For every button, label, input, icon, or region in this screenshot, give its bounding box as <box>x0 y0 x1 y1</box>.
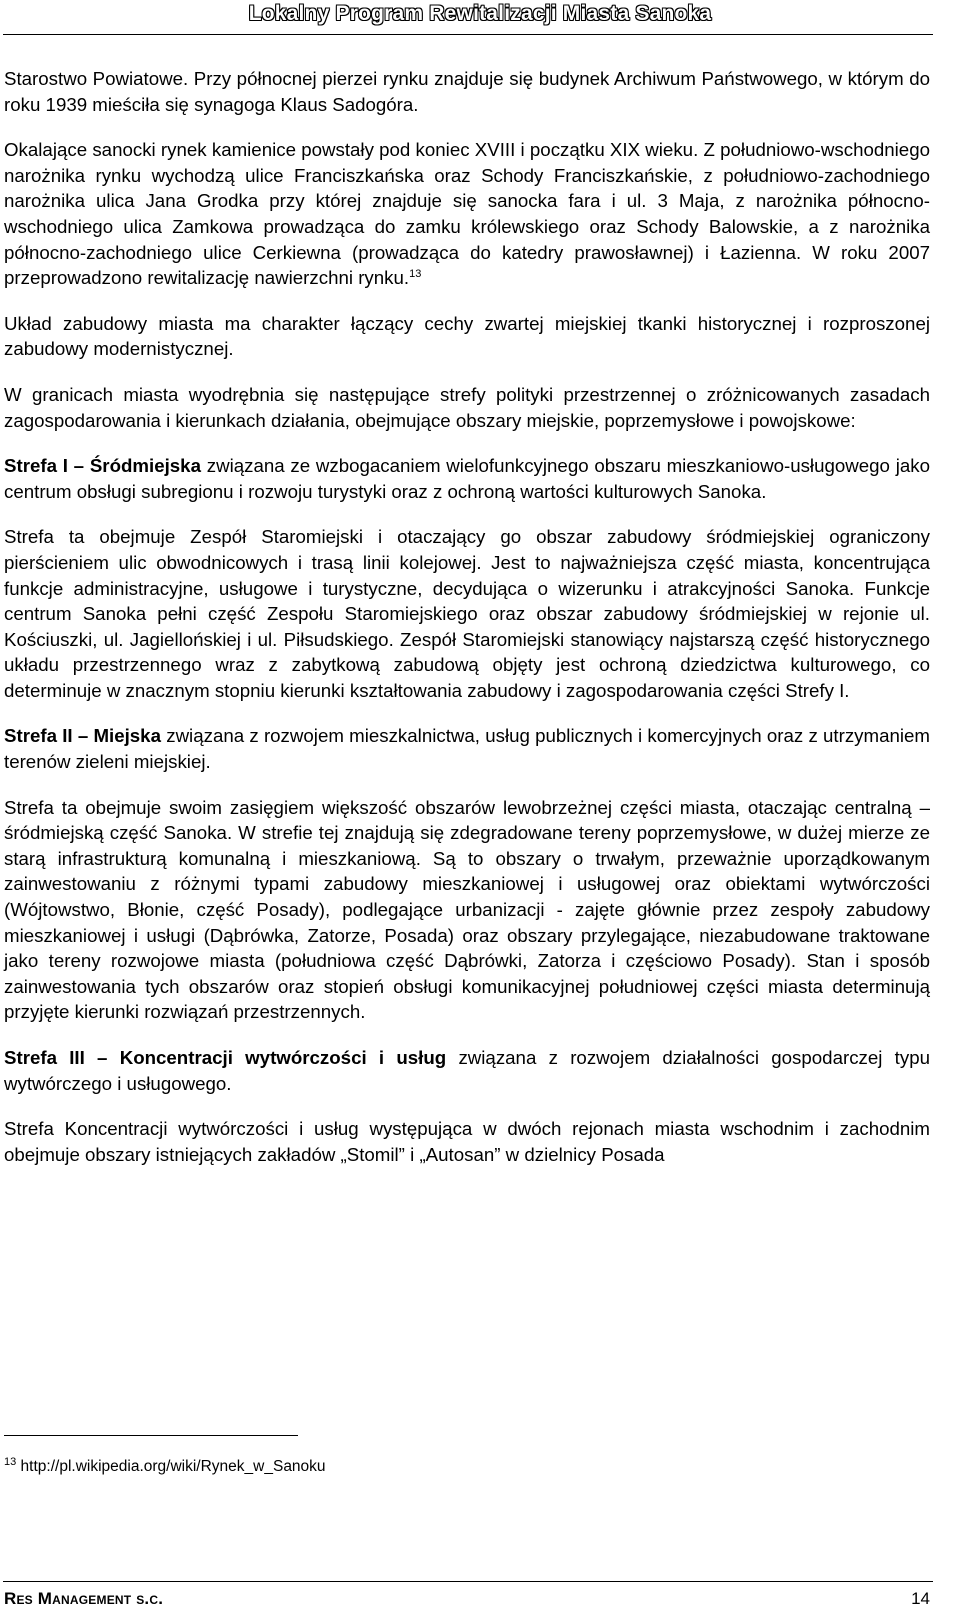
paragraph-3: Układ zabudowy miasta ma charakter łączący cechy zwartej miejskiej tkanki historycznej i rozproszonej zabudowy modernistycznej. <box>4 312 930 360</box>
paragraph-10: Strefa Koncentracji wytwórczości i usług występująca w dwóch rejonach miasta wschodnim i zachodnim obejmuje obszary istniejących zakładów „Stomil” i „Autosan” w dzielnicy Posada <box>4 1118 930 1165</box>
footer-divider <box>3 1581 933 1582</box>
page-header <box>0 0 960 26</box>
paragraph-4: W granicach miasta wyodrębnia się następujące strefy polityki przestrzennej o zróżnicowanych zasadach zagospodarowania i kierunkach działania, obejmujące obszary miejskie, poprzemysłowe i powojskowe: <box>4 383 930 431</box>
header-divider <box>3 34 933 35</box>
paragraph-8: Strefa ta obejmuje swoim zasięgiem większość obszarów lewobrzeżnej części miasta, otaczając centralną – śródmiejską część Sanoka. W strefie tej znajdują się zdegradowane tereny poprzemysłowe, w dużej mierze ze starą infrastrukturą komunalną i mieszkaniową. Są to obszary o trwałym, przeważnie uporządkowanym zainwestowaniu z różnymi typami zabudowy mieszkaniowej i usługowej oraz obiektami wytwórczości (Wójtowstwo, Błonie, część Posady), podlegające urbanizacji - zajęte głównie przez zespoły zabudowy mieszkaniowej i usługi (Dąbrówka, Zatorze, Posada) oraz obszary przylegające, niezabudowane traktowane jako tereny rozwojowe miasta (południowa część Dąbrówki, Zatorza i częściowo Posady). Stan i sposób zainwestowania tych obszarów oraz stopień obsługi komunikacyjnej południowej części miasta determinują przyjęte kierunki rozwiązań przestrzennych. <box>4 796 930 1023</box>
zone-3-heading: Strefa III – Koncentracji wytwórczości i usług <box>4 1047 447 1068</box>
zone-2-heading: Strefa II – Miejska <box>4 725 161 747</box>
footer-company: Res Management s.c. <box>4 1589 164 1608</box>
paragraph-2 <box>4 137 930 291</box>
footnote-divider <box>4 1435 298 1436</box>
paragraph-6: Strefa ta obejmuje Zespół Staromiejski i otaczający go obszar zabudowy śródmiejskiej ograniczony pierścieniem ulic obwodnicowych i trasą linii kolejowej. Jest to najważniejsza część miasta, koncentrująca funkcje administracyjne, usługowe i turystyczne, decydująca o wizerunku i atrakcyjności Sanoka. Funkcje centrum Sanoka pełni część Zespołu Staromiejskiego oraz obszar zabudowy śródmiejskiej w rejonie ul. Kościuszki, ul. Jagiellońskiej i ul. Piłsudskiego. Zespół Staromiejski stanowiący najstarszą część historycznego układu przestrzennego wraz z zabytkową zabudową objęty jest ochroną dziedzictwa kulturowego, co determinuje w znacznym stopniu kierunki kształtowania zabudowy i zagospodarowania części Strefy I. <box>4 526 930 701</box>
header-title: Lokalny Program Rewitalizacji Miasta Sanoka <box>248 2 712 25</box>
zone-1-paragraph <box>4 453 930 504</box>
zone-1-description: związana ze wzbogacaniem wielofunkcyjnego obszaru mieszkaniowo-usługowego jako centrum obsługi subregionu i rozwoju turystyki oraz z ochroną wartości kulturowych Sanoka. <box>4 455 930 502</box>
paragraph-2-text: Okalające sanocki rynek kamienice powstały pod koniec XVIII i początku XIX wieku. Z południowo-wschodniego narożnika rynku wychodzą ulice Franciszkańska oraz Schody Franciszkańskie, z południowo-zachodniego narożnika ulica Jana Grodka przy której znajduje się sanocka fara i ul. 3 Maja, z narożnika północno-wschodniego ulica Zamkowa prowadząca do zamku królewskiego oraz Schody Balowskie, a z narożnika północno-zachodniego ulice Cerkiewna (prowadząca do katedry prawosławnej) i Łazienna. W roku 2007 przeprowadzono rewitalizację nawierzchni rynku. <box>4 139 930 289</box>
footnote-link[interactable]: http://pl.wikipedia.org/wiki/Rynek_w_Sanoku <box>16 1458 326 1475</box>
zone-1-heading: Strefa I – Śródmiejska <box>4 455 201 477</box>
page-number: 14 <box>911 1589 930 1608</box>
paragraph-1: Starostwo Powiatowe. Przy północnej pierzei rynku znajduje się budynek Archiwum Państwowego, w którym do roku 1939 mieściła się synagoga Klaus Sadogóra. <box>4 68 930 115</box>
footnote-reference[interactable]: 13 <box>409 268 422 281</box>
footnote-number: 13 <box>4 1456 17 1468</box>
zone-2-paragraph <box>4 723 930 774</box>
zone-3-description: związana z rozwojem działalności gospodarczej typu wytwórczego i usługowego. <box>4 1047 931 1094</box>
footnote <box>4 1458 326 1476</box>
zone-2-description: związana z rozwojem mieszkalnictwa, usług publicznych i komercyjnych oraz z utrzymaniem terenów zieleni miejskiej. <box>4 725 930 773</box>
document-body <box>4 66 930 1187</box>
zone-3-paragraph <box>4 1045 930 1096</box>
